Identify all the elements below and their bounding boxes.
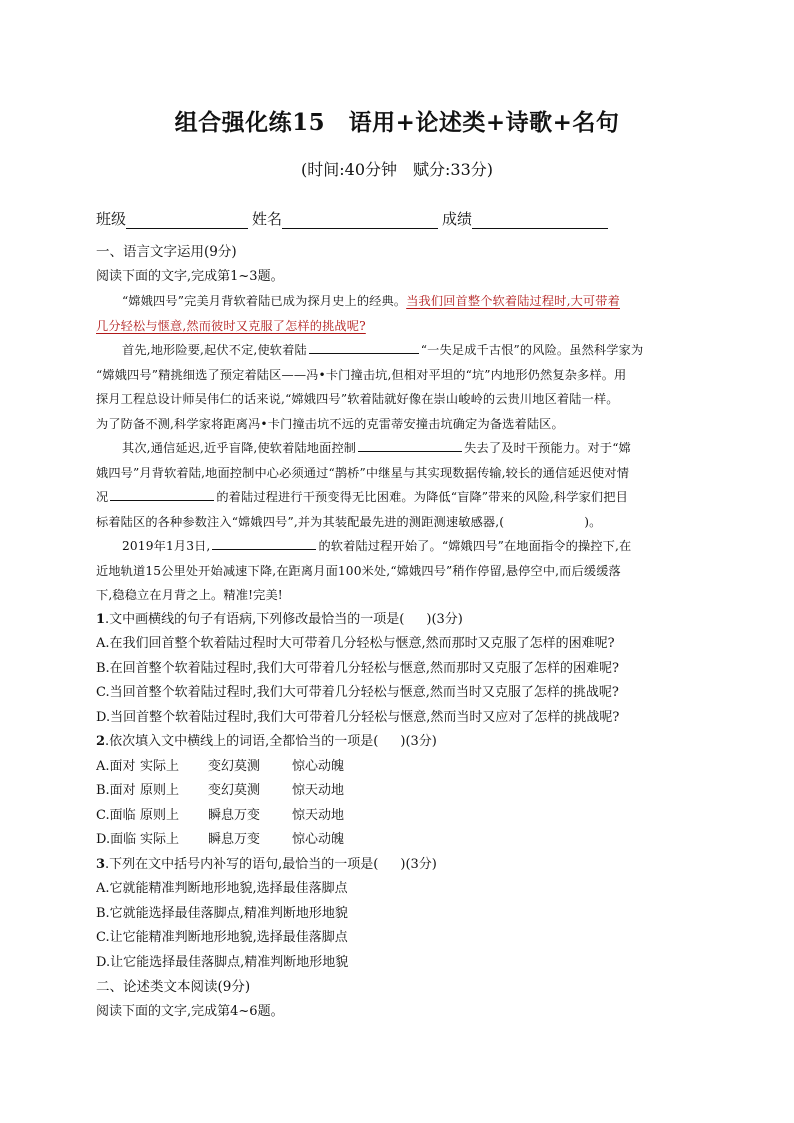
question-stem: 3.下列在文中括号内补写的语句,最恰当的一项是( )(3分) <box>96 856 437 872</box>
passage-line: 为了防备不测,科学家将距离冯•卡门撞击坑不远的克雷蒂安撞击坑确定为备选着陆区。 <box>96 416 564 431</box>
passage-line: 娥四号”月背软着陆,地面控制中心必须通过“鹊桥”中继星与其实现数据传输,较长的通信延迟使对情 <box>96 465 630 480</box>
section-instruction: 阅读下面的文字,完成第1~3题。 <box>96 268 284 284</box>
score-label: 成绩 <box>442 210 473 228</box>
question-stem: 1.文中画横线的句子有语病,下列修改最恰当的一项是( )(3分) <box>96 611 463 627</box>
passage-line: 标着陆区的各种参数注入“嫦娥四号”,并为其装配最先进的测距测速敏感器,( )。 <box>96 514 602 529</box>
fill-blank-1[interactable] <box>309 339 419 354</box>
answer-option-c[interactable]: C.面临 原则上 瞬息万变 惊天动地 <box>96 807 345 823</box>
worksheet-content <box>96 240 696 1024</box>
passage-line: 况 的着陆过程进行干预变得无比困难。为降低“盲降”带来的风险,科学家们把目 <box>96 485 696 510</box>
class-label: 班级 <box>96 210 127 228</box>
answer-option-b[interactable]: B.在回首整个软着陆过程时,我们大可带着几分轻松与惬意,然而那时又克服了怎样的困难呢? <box>96 660 619 676</box>
question-1 <box>96 608 696 731</box>
passage-line: 探月工程总设计师吴伟仁的话来说,“嫦娥四号”软着陆就好像在崇山峻岭的云贵川地区着陆一样。 <box>96 392 619 406</box>
passage-line: “嫦娥四号”完美月背软着陆已成为探月史上的经典。当我们回首整个软着陆过程时,大可带着 <box>122 294 620 308</box>
passage-line: 其次,通信延迟,近乎盲降,使软着陆地面控制 失去了及时干预能力。对于“嫦 <box>96 436 696 461</box>
page-title: 组合强化练15 语用+论述类+诗歌+名句 <box>174 109 620 136</box>
question-2 <box>96 730 696 853</box>
page-subtitle: (时间:40分钟 赋分:33分) <box>301 160 493 179</box>
reading-passage <box>96 289 696 608</box>
class-field[interactable] <box>126 212 248 229</box>
name-field[interactable] <box>282 212 438 229</box>
passage-line: 近地轨道15公里处开始减速下降,在距离月面100米处,“嫦娥四号”稍作停留,悬停空中,而后缓缓落 <box>96 563 621 578</box>
answer-option-b[interactable]: B.它就能选择最佳落脚点,精准判断地形地貌 <box>96 905 348 921</box>
passage-line: “嫦娥四号”精挑细选了预定着陆区——冯•卡门撞击坑,但相对平坦的“坑”内地形仍然复杂多样。用 <box>96 367 627 382</box>
answer-option-d[interactable]: D.面临 实际上 瞬息万变 惊心动魄 <box>96 832 345 847</box>
name-label: 姓名 <box>252 210 283 228</box>
passage-line: 首先,地形险要,起伏不定,使软着陆 “一失足成千古恨”的风险。虽然科学家为 <box>96 338 696 363</box>
section-heading: 二、论述类文本阅读(9分) <box>96 979 251 995</box>
answer-option-a[interactable]: A.面对 实际上 变幻莫测 惊心动魄 <box>96 758 345 774</box>
answer-option-a[interactable]: A.在我们回首整个软着陆过程时大可带着几分轻松与惬意,然而那时又克服了怎样的困难呢? <box>96 636 615 651</box>
underlined-sentence: 当我们回首整个软着陆过程时,大可带着 <box>406 294 620 308</box>
answer-option-b[interactable]: B.面对 原则上 变幻莫测 惊天动地 <box>96 783 345 798</box>
score-field[interactable] <box>472 212 608 229</box>
question-stem: 2.依次填入文中横线上的词语,全都恰当的一项是( )(3分) <box>96 734 437 749</box>
passage-line <box>96 314 696 339</box>
fill-blank-3[interactable] <box>110 486 214 501</box>
answer-option-c[interactable]: C.当回首整个软着陆过程时,我们大可带着几分轻松与惬意,然而当时又克服了怎样的挑战呢? <box>96 685 619 700</box>
fill-blank-4[interactable] <box>212 535 316 550</box>
fill-blank-2[interactable] <box>358 437 462 452</box>
question-3 <box>96 853 696 976</box>
answer-option-d[interactable]: D.让它能选择最佳落脚点,精准判断地形地貌 <box>96 954 349 970</box>
passage-line: 2019年1月3日, 的软着陆过程开始了。“嫦娥四号”在地面指令的操控下,在 <box>96 534 696 559</box>
passage-line: 下,稳稳立在月背之上。精准!完美! <box>96 588 283 602</box>
underlined-sentence: 几分轻松与惬意,然而彼时又克服了怎样的挑战呢? <box>96 318 366 333</box>
section-heading: 一、语言文字运用(9分) <box>96 244 237 260</box>
answer-option-c[interactable]: C.让它能精准判断地形地貌,选择最佳落脚点 <box>96 930 348 945</box>
student-info-line <box>96 208 696 229</box>
section-instruction: 阅读下面的文字,完成第4~6题。 <box>96 1003 284 1019</box>
answer-option-d[interactable]: D.当回首整个软着陆过程时,我们大可带着几分轻松与惬意,然而当时又应对了怎样的挑战呢? <box>96 709 620 725</box>
answer-option-a[interactable]: A.它就能精准判断地形地貌,选择最佳落脚点 <box>96 881 348 896</box>
